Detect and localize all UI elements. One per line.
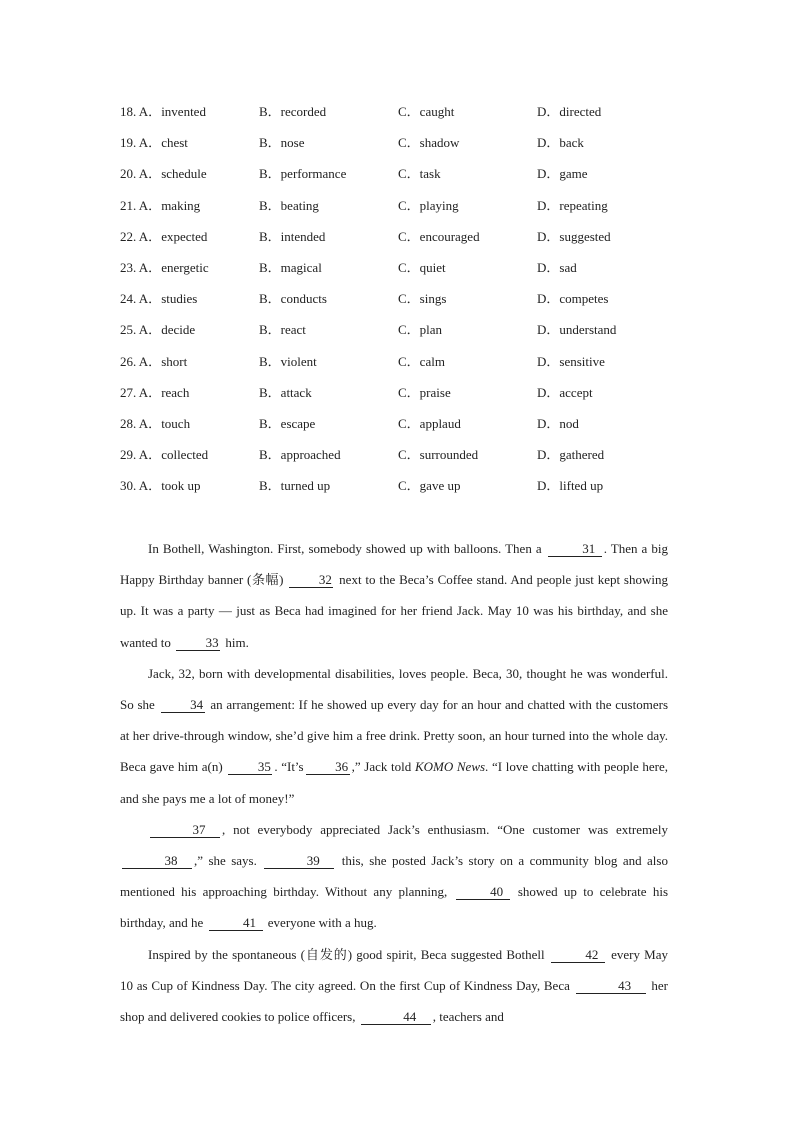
option-c: C．playing [398, 197, 459, 213]
option-d: D．nod [537, 415, 579, 431]
option-c: C．task [398, 166, 441, 182]
option-c: C．quiet [398, 259, 446, 275]
option-a: 20. A．schedule [120, 166, 207, 182]
blank-32: 32 [289, 573, 333, 588]
option-b: B．performance [259, 166, 347, 182]
option-d: D．game [537, 166, 588, 182]
options-table [120, 102, 680, 507]
option-d: D．accept [537, 384, 593, 400]
option-a: 25. A．decide [120, 322, 196, 338]
option-row-27 [120, 383, 680, 414]
reading-passage [120, 533, 668, 1032]
option-d: D．understand [537, 322, 617, 338]
option-b: B．approached [259, 447, 341, 463]
option-row-22 [120, 227, 680, 258]
option-b: B．turned up [259, 478, 331, 494]
option-d: D．repeating [537, 197, 608, 213]
option-b: B．attack [259, 384, 312, 400]
option-row-18 [120, 102, 680, 133]
blank-37: 37 [150, 823, 220, 838]
option-row-23 [120, 258, 680, 289]
option-d: D．lifted up [537, 478, 604, 494]
option-d: D．sensitive [537, 353, 605, 369]
option-b: B．nose [259, 135, 305, 151]
paragraph-1: In Bothell, Washington. First, somebody showed up with balloons. Then a 31 . Then a big Happy Birthday banner (条幅) 32 next to the Beca’s Coffee stand. And people just kept showing up. It was a party — just as Beca had imagined for her friend Jack. May 10 was his birthday, and she wanted to 33 him. [120, 541, 668, 650]
paragraph-4: Inspired by the spontaneous (自发的) good spirit, Beca suggested Bothell 42 every May 10 as Cup of Kindness Day. The city agreed. On the first Cup of Kindness Day, Beca 43 her shop and delivered cookies to police officers, 44 , teachers and [120, 946, 668, 1025]
blank-43: 43 [576, 979, 646, 994]
option-a: 26. A．short [120, 353, 188, 369]
blank-35: 35 [228, 760, 272, 775]
option-b: B．recorded [259, 104, 327, 119]
option-d: D．back [537, 135, 584, 151]
option-a: 23. A．energetic [120, 259, 209, 275]
option-b: B．escape [259, 415, 316, 431]
option-b: B．intended [259, 228, 326, 244]
blank-42: 42 [551, 948, 605, 963]
option-row-25 [120, 320, 680, 351]
blank-41: 41 [209, 916, 263, 931]
blank-31: 31 [548, 542, 602, 557]
option-d: D．suggested [537, 228, 611, 244]
option-b: B．beating [259, 197, 319, 213]
option-c: C．caught [398, 104, 455, 119]
option-a: 29. A．collected [120, 447, 209, 463]
blank-33: 33 [176, 636, 220, 651]
option-a: 28. A．touch [120, 415, 191, 431]
option-d: D．sad [537, 259, 577, 275]
option-d: D．directed [537, 104, 602, 119]
option-a: 22. A．expected [120, 228, 208, 244]
option-a: 21. A．making [120, 197, 201, 213]
option-a: 18. A．invented [120, 104, 206, 119]
blank-44: 44 [361, 1010, 431, 1025]
option-c: C．gave up [398, 478, 461, 494]
option-c: C．praise [398, 384, 451, 400]
option-c: C．surrounded [398, 447, 479, 463]
option-row-30 [120, 476, 680, 507]
paragraph-3: 37 , not everybody appreciated Jack’s enthusiasm. “One customer was extremely 38 ,” she says. 39 this, she posted Jack’s story on a community blog and also mentioned his approaching birthday. Without any planning, 40 showed up to celebrate his birthday, and he 41 everyone with a hug. [120, 821, 669, 931]
option-c: C．applaud [398, 415, 461, 431]
option-c: C．plan [398, 322, 443, 338]
blank-34: 34 [161, 698, 205, 713]
option-row-29 [120, 445, 680, 476]
option-b: B．magical [259, 259, 322, 275]
option-row-28 [120, 414, 680, 445]
option-a: 27. A．reach [120, 384, 190, 400]
option-row-20 [120, 164, 680, 195]
option-row-26 [120, 352, 680, 383]
option-row-24 [120, 289, 680, 320]
option-d: D．gathered [537, 447, 605, 463]
option-b: B．react [259, 322, 306, 338]
option-a: 30. A．took up [120, 478, 201, 494]
blank-39: 39 [264, 854, 334, 869]
paragraph-2: Jack, 32, born with developmental disabilities, loves people. Beca, 30, thought he was wonderful. So she 34 an arrangement: If he showed up every day for an hour and chatted with the customers at her drive-through window, she’d give him a free drink. Pretty soon, an hour turned into the whole day. Beca gave him a(n) 35 . “It’s 36 ,” Jack told KOMO News. “I love chatting with people here, and she pays me a lot of money!” [120, 665, 668, 806]
option-row-19 [120, 133, 680, 164]
option-row-21 [120, 196, 680, 227]
blank-38: 38 [122, 854, 192, 869]
option-c: C．shadow [398, 135, 460, 151]
blank-36: 36 [306, 760, 350, 775]
option-c: C．calm [398, 353, 445, 369]
option-d: D．competes [537, 291, 609, 307]
option-a: 24. A．studies [120, 291, 198, 307]
option-b: B．violent [259, 353, 317, 369]
option-c: C．sings [398, 291, 447, 307]
blank-40: 40 [456, 885, 510, 900]
option-c: C．encouraged [398, 228, 480, 244]
option-b: B．conducts [259, 291, 327, 307]
option-a: 19. A．chest [120, 135, 188, 151]
news-source: KOMO News [414, 759, 486, 775]
